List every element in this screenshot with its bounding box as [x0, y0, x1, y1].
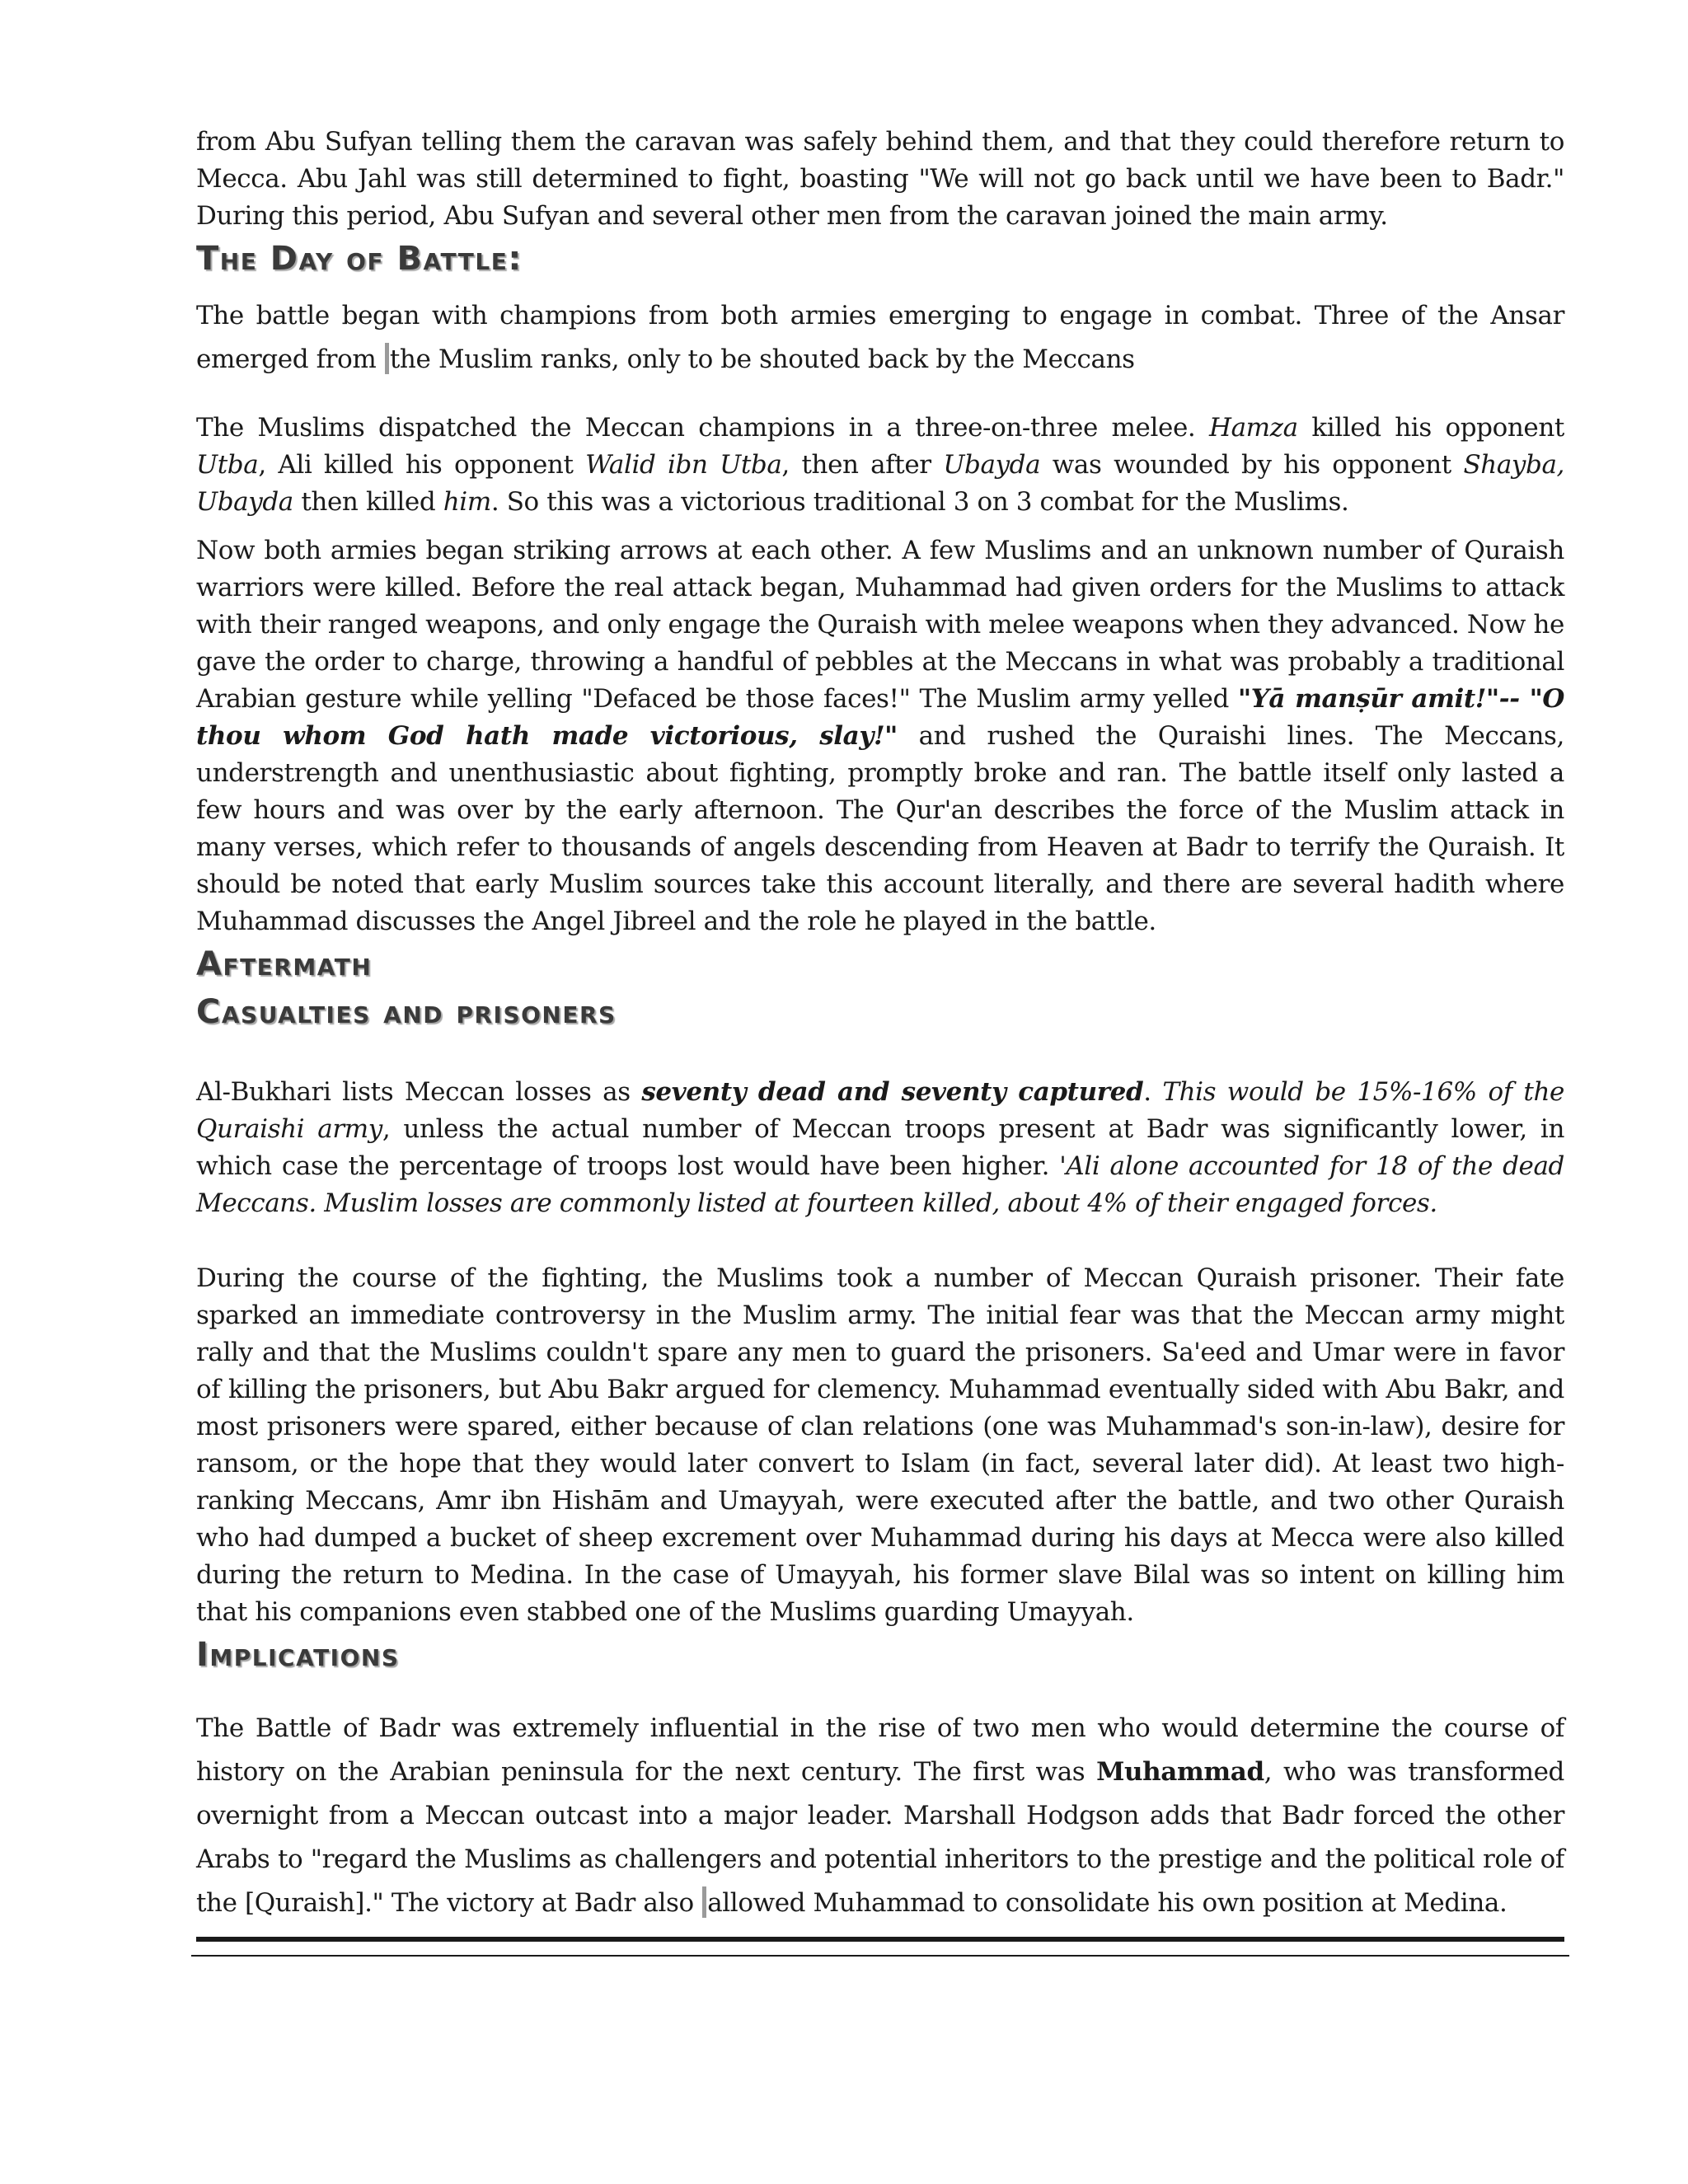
intro-paragraph: from Abu Sufyan telling them the caravan was safely behind them, and that they could therefore return to Mecca. Abu Jahl was still determined to fight, boasting "We will not go back until we have been to Badr." During this period, Abu Sufyan and several other men from the caravan joined the main army. [196, 127, 1564, 231]
text-run: allowed Muhammad to consolidate his own position at Medina. [707, 1888, 1507, 1918]
name-hamza: Hamza [1208, 413, 1298, 443]
name-shayba: Shayba, Ubayda [196, 450, 1565, 517]
text-run: The Muslims dispatched the Meccan champions in a three-on-three melee. [196, 413, 1209, 443]
text-run: The Battle of Badr was extremely influential in the rise of two men who would determine the course of history on the Arabian peninsula for the next century. The first was [196, 1713, 1564, 1787]
battle-paragraph-2 [196, 410, 1564, 521]
text-run: . So this was a victorious traditional 3 on 3 combat for the Muslims. [490, 487, 1349, 517]
text-run: and rushed the Quraishi lines. The Meccans, understrength and unenthusiastic about fighting, promptly broke and ran. The battle itself only lasted a few hours and was over by the early afternoon. The Qur'an describes the force of the Muslim attack in many verses, which refer to thousands of angels descending from Heaven at Badr to terrify the Quraish. It should be noted that early Muslim sources take this account literally, and there are several hadith where Muhammad discusses the Angel Jibreel and the role he played in the battle. [196, 721, 1564, 936]
document-page [196, 124, 1564, 1925]
name-him: him [443, 487, 491, 517]
text-run: , then after [781, 450, 944, 480]
text-run: . [1143, 1077, 1163, 1107]
casualties-paragraph [196, 1074, 1564, 1222]
battle-paragraph-3 [196, 532, 1564, 940]
percentage-note: This would be 15%-16% of the Quraishi army [196, 1077, 1564, 1144]
text-cursor-marker [385, 343, 389, 374]
name-utba: Utba [196, 450, 259, 480]
section-heading-aftermath: Aftermath [196, 945, 373, 983]
battle-cry-quote: "Yā manṣūr amit!"-- "O thou whom God hath made victorious, slay!" [196, 684, 1564, 751]
text-run: killed his opponent [1297, 413, 1564, 443]
text-run: Al-Bukhari lists Meccan losses as [196, 1077, 642, 1107]
ali-note: 'Ali alone accounted for 18 of the dead Meccans. Muslim losses are commonly listed at fourteen killed, about 4% of their engaged forces. [196, 1151, 1564, 1218]
text-run: , who was transformed overnight from a Meccan outcast into a major leader. Marshall Hodgson adds that Badr forced the other Arabs to "regard the Muslims as challengers and potential inheritors to the prestige and the political role of the [Quraish]." The victory at Badr also [196, 1757, 1565, 1918]
subsection-heading-casualties: Casualties and prisoners [196, 993, 617, 1031]
footer-rule-thin [191, 1955, 1569, 1957]
battle-paragraph-1-text-b: the Muslim ranks, only to be shouted back by the Meccans [389, 344, 1135, 374]
battle-paragraph-1-text-a: The battle began with champions from both armies emerging to engage in combat. Three of the Ansar emerged from [196, 301, 1564, 374]
name-muhammad: Muhammad [1096, 1757, 1264, 1787]
section-heading-implications: Implications [196, 1636, 400, 1674]
text-run: , unless the actual number of Meccan troops present at Badr was significantly lower, in which case the percentage of troops lost would have been higher. [196, 1114, 1565, 1181]
prisoners-paragraph: During the course of the fighting, the Muslims took a number of Meccan Quraish prisoner. Their fate sparked an immediate controversy in the Muslim army. The initial fear was that the Meccan army might rally and that the Muslims couldn't spare any men to guard the prisoners. Sa'eed and Umar were in favor of killing the prisoners, but Abu Bakr argued for clemency. Muhammad eventually sided with Abu Bakr, and most prisoners were spared, either because of clan relations (one was Muhammad's son-in-law), desire for ransom, or the hope that they would later convert to Islam (in fact, several later did). At least two high-ranking Meccans, Amr ibn Hishām and Umayyah, were executed after the battle, and two other Quraish who had dumped a bucket of sheep excrement over Muhammad during his days at Mecca were also killed during the return to Medina. In the case of Umayyah, his former slave Bilal was so intent on killing him that his companions even stabbed one of the Muslims guarding Umayyah. [196, 1263, 1564, 1627]
section-heading-day-of-battle: The Day of Battle: [196, 240, 523, 278]
battle-paragraph-1 [196, 294, 1564, 382]
text-run: Now both armies began striking arrows at each other. A few Muslims and an unknown number of Quraish warriors were killed. Before the real attack began, Muhammad had given orders for the Muslims to attack with their ranged weapons, and only engage the Quraish with melee weapons when they advanced. Now he gave the order to charge, throwing a handful of pebbles at the Meccans in what was probably a traditional Arabian gesture while yelling "Defaced be those faces!" The Muslim army yelled [196, 536, 1564, 714]
text-run: then killed [293, 487, 443, 517]
name-ubayda: Ubayda [943, 450, 1041, 480]
text-run: , Ali killed his opponent [258, 450, 586, 480]
text-run: was wounded by his opponent [1040, 450, 1464, 480]
name-walid: Walid ibn Utba [585, 450, 782, 480]
footer-rule-thick [196, 1937, 1564, 1942]
implications-paragraph [196, 1707, 1564, 1925]
text-cursor-marker [702, 1886, 706, 1918]
losses-figure: seventy dead and seventy captured [641, 1077, 1144, 1107]
